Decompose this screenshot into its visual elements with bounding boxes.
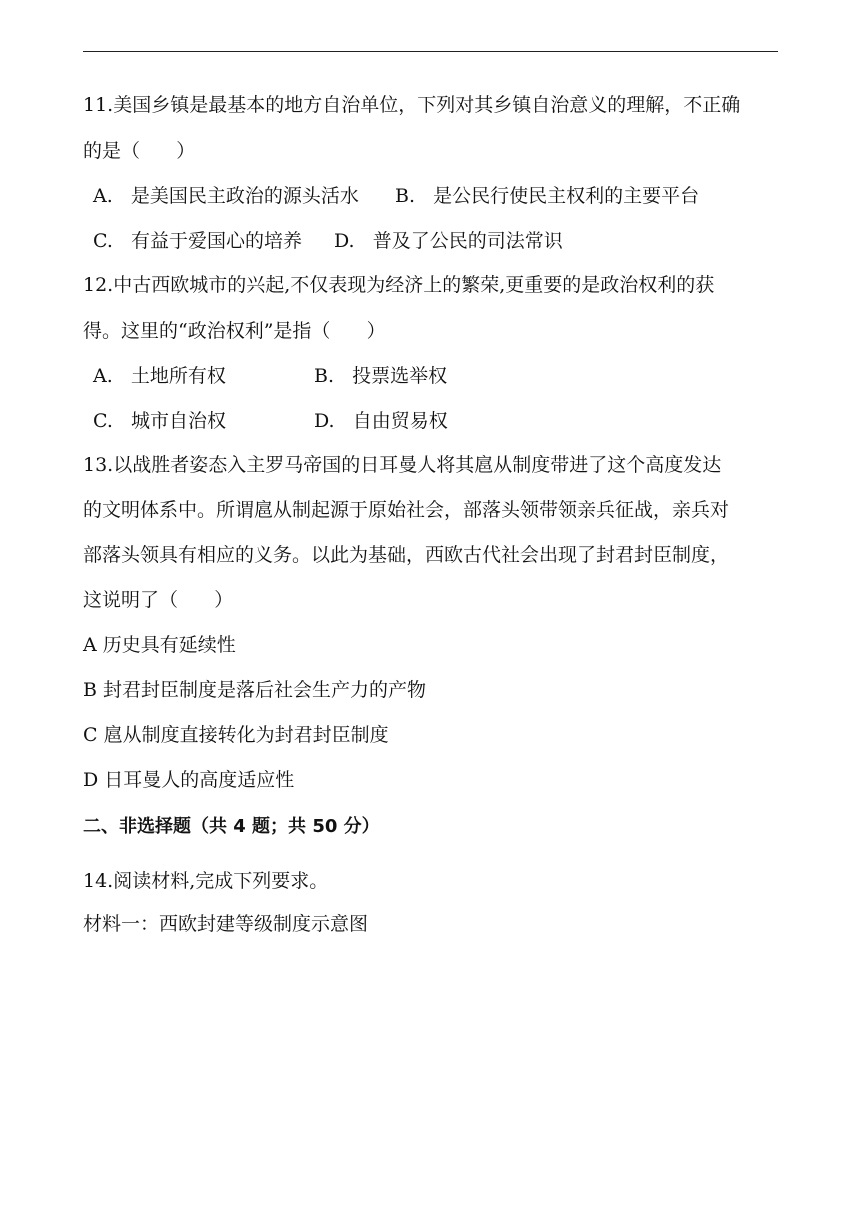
q12-option-d: D. 自由贸易权 <box>314 410 448 432</box>
q13-stem-line1: 13.以战胜者姿态入主罗马帝国的日耳曼人将其扈从制度带进了这个高度发达 <box>83 454 722 476</box>
q14-material-1-caption: 材料一：西欧封建等级制度示意图 <box>83 913 369 935</box>
q11-option-b: B. 是公民行使民主权利的主要平台 <box>395 185 700 207</box>
section-heading: 二、非选择题（共 4 题；共 50 分） <box>83 816 380 837</box>
q13-option-c: C 扈从制度直接转化为封君封臣制度 <box>83 724 389 746</box>
q12-option-c: C. 城市自治权 <box>93 410 227 432</box>
q13-option-b: B 封君封臣制度是落后社会生产力的产物 <box>83 679 427 701</box>
q11-option-a: A. 是美国民主政治的源头活水 <box>93 185 359 207</box>
q12-option-a: A. 土地所有权 <box>93 365 226 387</box>
header-rule <box>83 51 778 52</box>
q11-option-c: C. 有益于爱国心的培养 <box>93 230 303 252</box>
q13-stem-line2: 的文明体系中。所谓扈从制起源于原始社会，部落头领带领亲兵征战，亲兵对 <box>83 499 730 521</box>
q12-option-b: B. 投票选举权 <box>314 365 448 387</box>
q11-stem-line2: 的是（ ） <box>83 140 196 162</box>
q12-stem-line1: 12.中古西欧城市的兴起,不仅表现为经济上的繁荣,更重要的是政治权利的获 <box>83 274 715 296</box>
q11-stem-line1: 11.美国乡镇是最基本的地方自治单位，下列对其乡镇自治意义的理解，不正确 <box>83 94 741 116</box>
q14-stem: 14.阅读材料,完成下列要求。 <box>83 870 329 892</box>
q13-option-a: A 历史具有延续性 <box>83 634 236 656</box>
q13-option-d: D 日耳曼人的高度适应性 <box>83 769 295 791</box>
q13-stem-line4: 这说明了（ ） <box>83 589 234 611</box>
q11-option-d: D. 普及了公民的司法常识 <box>334 230 563 252</box>
q12-stem-line2: 得。这里的“政治权利”是指（ ） <box>83 320 386 342</box>
q13-stem-line3: 部落头领具有相应的义务。以此为基础，西欧古代社会出现了封君封臣制度， <box>83 544 730 566</box>
